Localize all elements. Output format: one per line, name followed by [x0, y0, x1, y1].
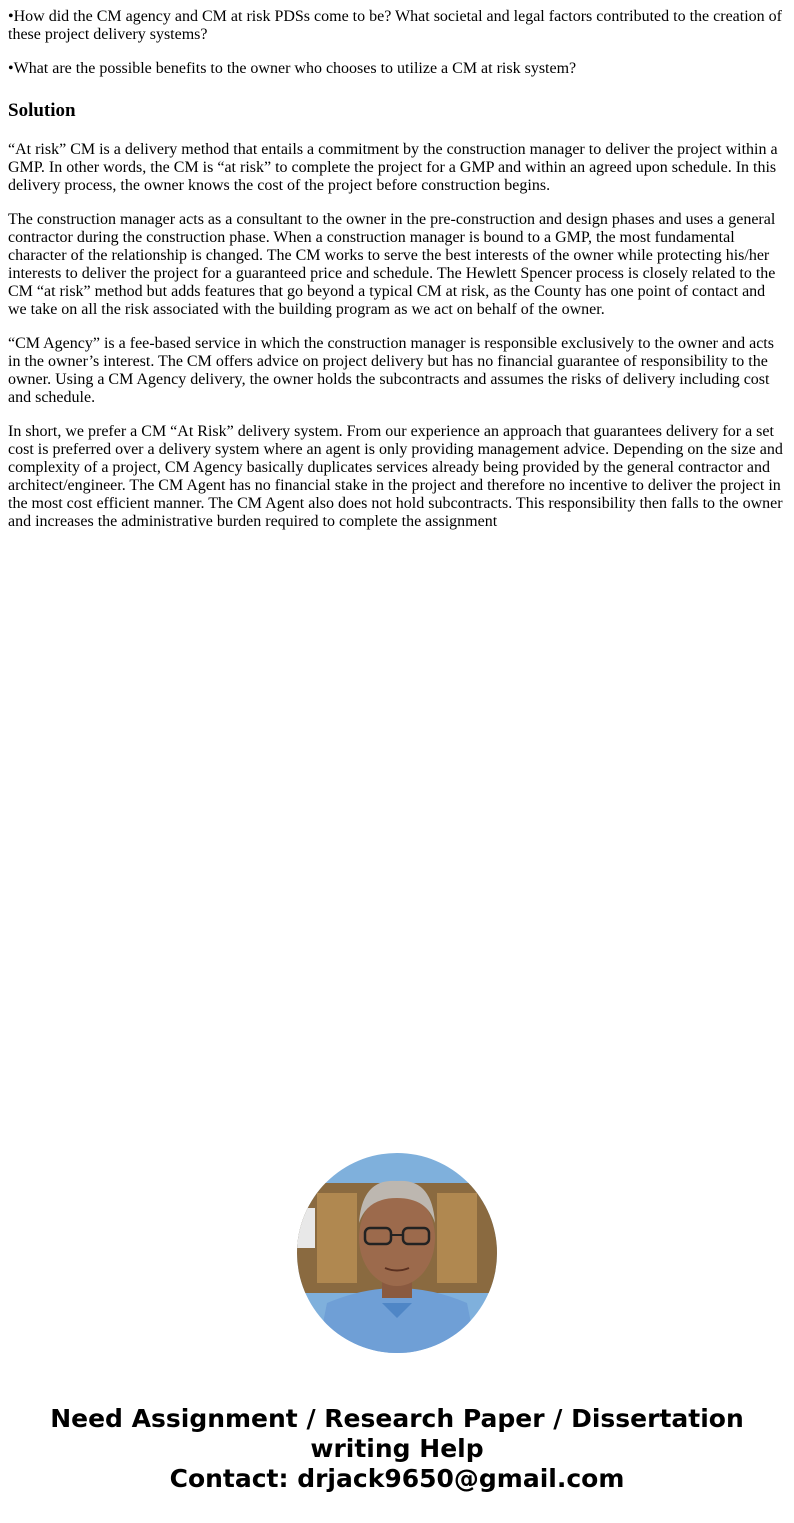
document-body: [8, 8, 786, 547]
contact-footer: [0, 1404, 794, 1494]
solution-paragraph-2: The construction manager acts as a consultant to the owner in the pre-construction and design phases and uses a general contractor during the construction phase. When a construction manager is bound to a GMP, the most fundamental character of the relationship is changed. The CM works to serve the best interests of the owner while protecting his/her interests to deliver the project for a guaranteed price and schedule. The Hewlett Spencer process is closely related to the CM “at risk” method but adds features that go beyond a typical CM at risk, as the County has one point of contact and we take on all the risk associated with the building program as we act on behalf of the owner.: [8, 211, 776, 318]
solution-heading: Solution: [8, 100, 76, 121]
tutor-avatar-photo: [297, 1153, 497, 1353]
solution-paragraph-1: “At risk” CM is a delivery method that entails a commitment by the construction manager to deliver the project within a GMP. In other words, the CM is “at risk” to complete the project for a GMP and within an agreed upon schedule. In this delivery process, the owner knows the cost of the project before construction begins.: [8, 141, 778, 194]
question-2: •What are the possible benefits to the owner who chooses to utilize a CM at risk system?: [8, 60, 577, 77]
solution-paragraph-4: In short, we prefer a CM “At Risk” delivery system. From our experience an approach that guarantees delivery for a set cost is preferred over a delivery system where an agent is only providing management advice. Depending on the size and complexity of a project, CM Agency basically duplicates services already being provided by the general contractor and architect/engineer. The CM Agent has no financial stake in the project and therefore no incentive to deliver the project in the most cost efficient manner. The CM Agent also does not hold subcontracts. This responsibility then falls to the owner and increases the administrative burden required to complete the assignment: [8, 423, 783, 530]
solution-paragraph-3: “CM Agency” is a fee-based service in which the construction manager is responsible exclusively to the owner and acts in the owner’s interest. The CM offers advice on project delivery but has no financial guarantee of responsibility to the owner. Using a CM Agency delivery, the owner holds the subcontracts and assumes the risks of delivery including cost and schedule.: [8, 335, 774, 406]
footer-contact-email: Contact: drjack9650@gmail.com: [169, 1464, 625, 1493]
question-1: •How did the CM agency and CM at risk PDSs come to be? What societal and legal factors contributed to the creation of these project delivery systems?: [8, 8, 782, 43]
footer-help-text: Need Assignment / Research Paper / Dissertation writing Help: [50, 1404, 744, 1463]
